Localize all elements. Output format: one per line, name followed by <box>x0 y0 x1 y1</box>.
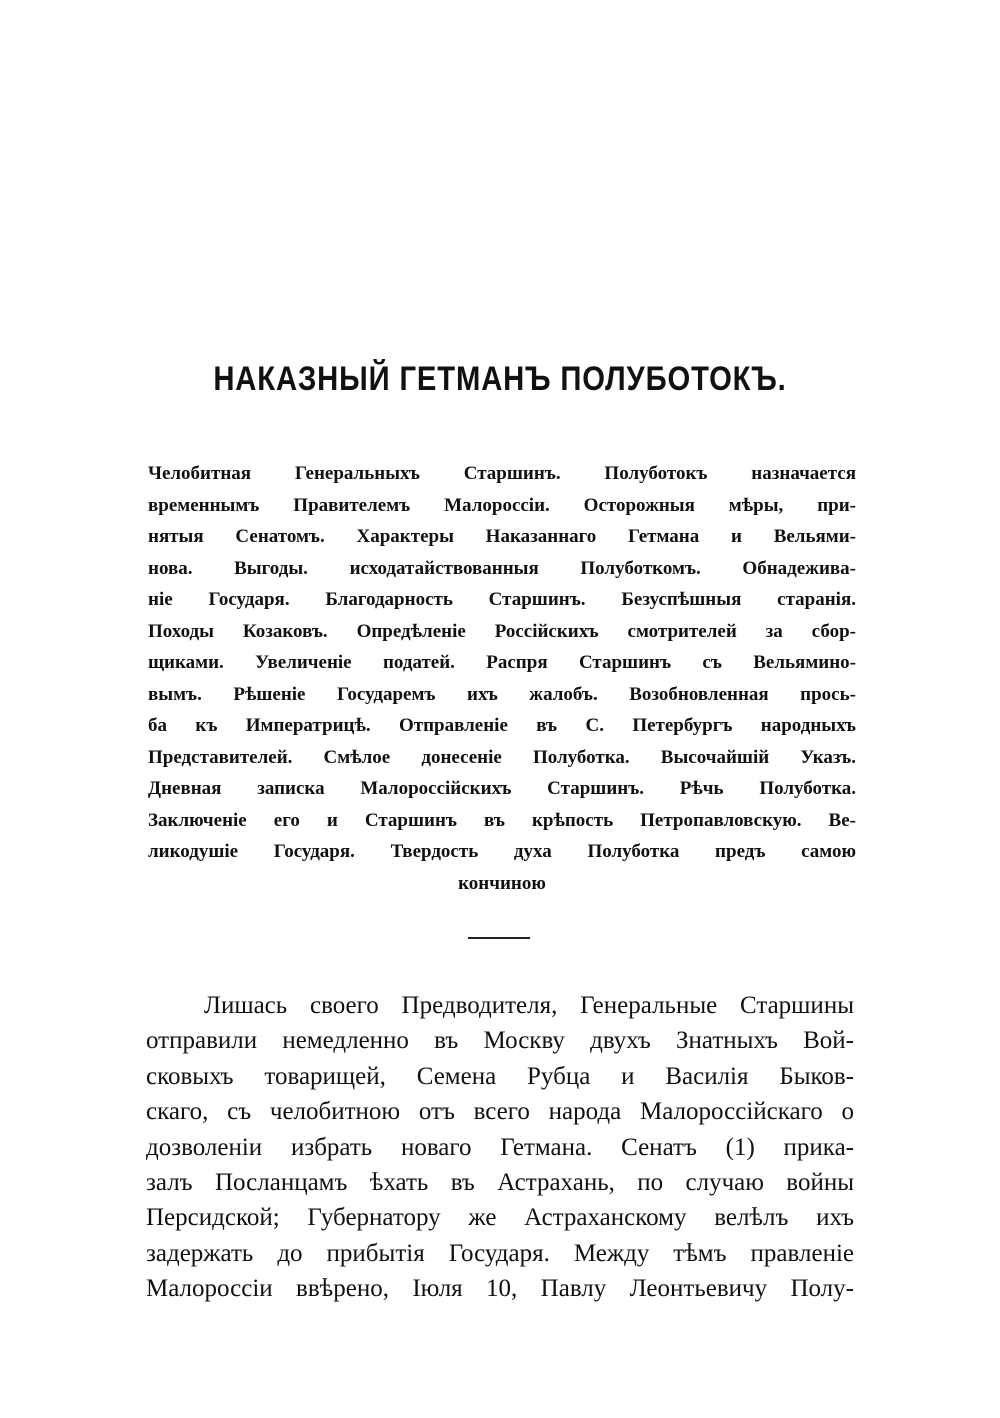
body-paragraph <box>146 988 854 1307</box>
summary-line: ликодушіе Государя. Твердость духа Полуботка предъ самою <box>148 841 856 862</box>
summary-line: ніе Государя. Благодарность Старшинъ. Безуспѣшныя старанія. <box>148 589 856 610</box>
body-line: Персидской; Губернатору же Астраханскому велѣлъ ихъ <box>146 1204 854 1232</box>
summary-line: ба къ Императрицѣ. Отправленіе въ С. Петербургъ народныхъ <box>148 715 856 736</box>
body-line: дозволеніи избрать новаго Гетмана. Сенатъ (1) прика- <box>146 1133 854 1161</box>
body-line: Малороссіи ввѣрено, Іюля 10, Павлу Леонтьевичу Полу- <box>146 1275 854 1303</box>
summary-line: Походы Козаковъ. Опредѣленіе Россійскихъ смотрителей за сбор- <box>148 620 856 642</box>
summary-line: кончиною <box>458 872 546 894</box>
summary-line: вымъ. Рѣшеніе Государемъ ихъ жалобъ. Возобновленная прось- <box>148 683 856 705</box>
summary-line: Представителей. Смѣлое донесеніе Полуботка. Высочайшій Указъ. <box>148 746 856 768</box>
body-line: отправили немедленно въ Москву двухъ Знатныхъ Вой- <box>146 1027 854 1055</box>
summary-line: Дневная записка Малороссійскихъ Старшинъ. Рѣчь Полуботка. <box>148 778 856 799</box>
body-line: сковыхъ товарищей, Семена Рубца и Василія Быков- <box>146 1062 854 1090</box>
chapter-title: НАКАЗНЫЙ ГЕТМАНЪ ПОЛУБОТОКЪ. <box>213 360 787 398</box>
body-line: задержать до прибытія Государя. Между тѣмъ правленіе <box>146 1239 854 1267</box>
summary-line: временнымъ Правителемъ Малороссіи. Осторожныя мѣры, при- <box>148 494 856 516</box>
summary-line: нятыя Сенатомъ. Характеры Наказаннаго Гетмана и Вельями- <box>148 526 856 547</box>
body-line: залъ Посланцамъ ѣхать въ Астрахань, по случаю войны <box>146 1169 854 1197</box>
summary-line: щиками. Увеличеніе податей. Распря Старшинъ съ Вельямино- <box>148 652 856 673</box>
summary-line: Челобитная Генеральныхъ Старшинъ. Полуботокъ назначается <box>148 463 856 484</box>
summary-line: Заключеніе его и Старшинъ въ крѣпость Петропавловскую. Ве- <box>148 809 856 831</box>
section-divider <box>468 937 530 939</box>
chapter-summary <box>148 458 856 899</box>
summary-line: нова. Выгоды. исходатайствованныя Полуботкомъ. Обнадежива- <box>148 557 856 579</box>
body-line: скаго, съ челобитною отъ всего народа Малороссійскаго о <box>146 1098 854 1126</box>
body-line: Лишась своего Предводителя, Генеральные Старшины <box>204 992 854 1019</box>
